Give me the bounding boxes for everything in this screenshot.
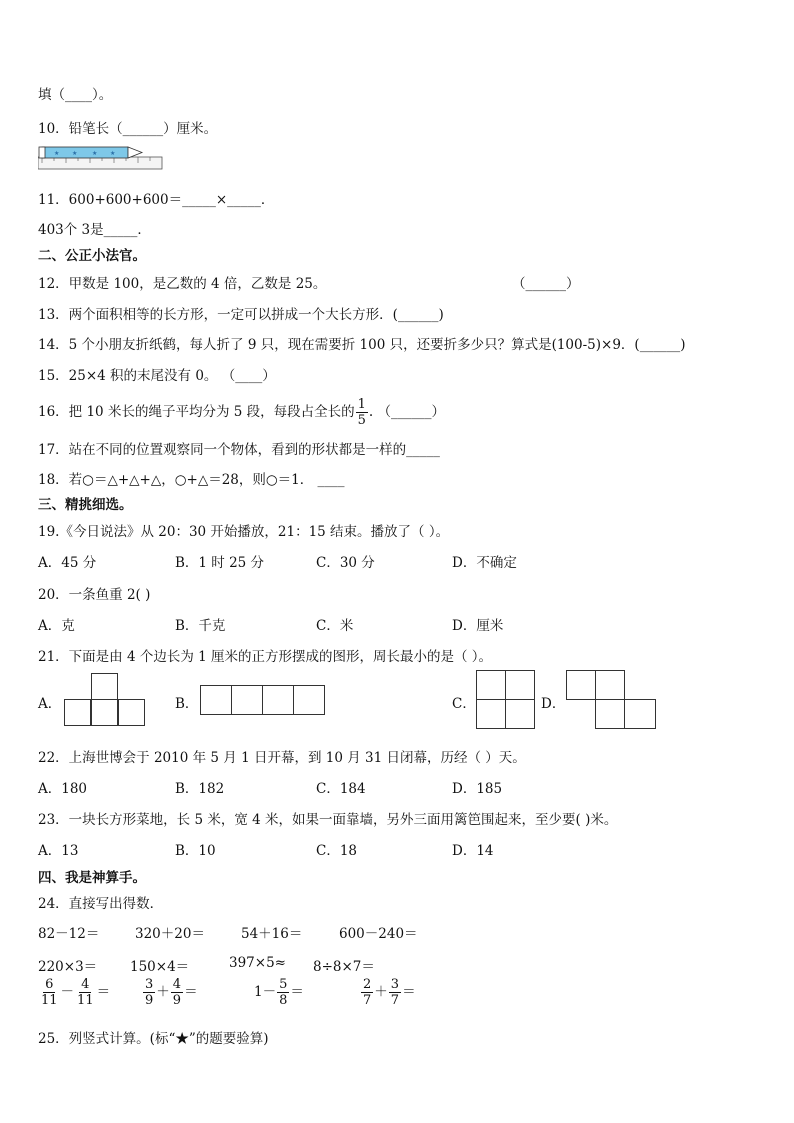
- numerator: 6: [45, 977, 54, 992]
- question-11a: 11．600+600+600＝_____×_____．: [38, 192, 275, 208]
- square: [476, 670, 506, 700]
- equals: ＝: [184, 984, 198, 1000]
- ruler-body: [38, 157, 162, 169]
- calc-item: 320＋20＝: [135, 926, 205, 942]
- section-3-heading: 三、精挑细选。: [38, 497, 133, 513]
- calc-item: 8÷8×7＝: [313, 959, 375, 975]
- fraction: [277, 978, 289, 1007]
- square: [624, 699, 656, 729]
- numerator: 4: [172, 977, 182, 992]
- denominator: 8: [279, 993, 288, 1008]
- q22-option-a: A．180: [38, 781, 88, 797]
- square: [262, 685, 294, 715]
- section-4-heading: 四、我是神算手。: [38, 870, 146, 886]
- pencil-tip: [128, 147, 142, 158]
- q19-option-b: B．1 时 25 分: [175, 555, 265, 571]
- question-19: 19.《今日说法》从 20：30 开始播放，21：15 结束。播放了（ ）。: [38, 524, 450, 540]
- fraction: [143, 978, 155, 1007]
- question-23: 23．一块长方形菜地，长 5 米，宽 4 米，如果一面靠墙，另外三面用篱笆围起来，至少要( )米。: [38, 812, 618, 828]
- q20-option-b: B．千克: [175, 618, 226, 634]
- square: [476, 699, 506, 729]
- calc-item: 150×4＝: [130, 959, 190, 975]
- numerator: 3: [145, 977, 154, 992]
- q23-option-a: A．13: [38, 843, 79, 859]
- fraction: [361, 978, 373, 1007]
- question-11b: 403个 3是_____．: [38, 222, 151, 238]
- pencil-eraser: [39, 147, 45, 158]
- fraction-one-fifth: [356, 398, 368, 427]
- denominator: 7: [390, 993, 400, 1008]
- question-22: 22．上海世博会于 2010 年 5 月 1 日开幕，到 10 月 31 日闭幕，历经（ ）天。: [38, 750, 526, 766]
- calc-item: 220×3＝: [38, 959, 98, 975]
- q21-label-b: B．: [175, 696, 199, 712]
- prefix: 1－: [254, 984, 277, 1000]
- q20-option-a: A．克: [38, 618, 75, 634]
- question-24: 24．直接写出得数．: [38, 896, 164, 912]
- question-21: 21．下面是由 4 个边长为 1 厘米的正方形摆成的图形，周长最小的是（ ）。: [38, 649, 493, 665]
- square: [200, 685, 232, 715]
- operator: ＋: [156, 984, 170, 1000]
- fraction: [75, 978, 96, 1007]
- square: [91, 673, 118, 700]
- question-25: 25．列竖式计算。(标“★”的题要验算): [38, 1031, 269, 1047]
- denominator: 9: [172, 993, 182, 1008]
- denominator: 9: [145, 993, 154, 1008]
- fraction-numerator: 1: [357, 397, 366, 412]
- equals: ＝: [402, 984, 416, 1000]
- q23-option-c: C．18: [316, 843, 358, 859]
- fraction-calc-3: [254, 978, 304, 1007]
- fraction-denominator: 5: [357, 413, 366, 428]
- fraction: [171, 978, 183, 1007]
- equals: ＝: [290, 984, 304, 1000]
- denominator: 11: [41, 993, 58, 1008]
- question-16-tail: . （______）: [368, 404, 445, 420]
- fraction-calc-1: [38, 978, 110, 1007]
- numerator: 4: [81, 977, 90, 992]
- svg-text:★: ★: [110, 150, 116, 157]
- svg-text:★: ★: [72, 150, 78, 157]
- pencil-ruler-figure: [38, 143, 163, 173]
- fraction: [39, 978, 60, 1007]
- line-blank-continuation: 填（____）。: [38, 87, 113, 103]
- q22-option-b: B．182: [175, 781, 225, 797]
- square: [231, 685, 263, 715]
- q23-option-b: B．10: [175, 843, 216, 859]
- question-17: 17．站在不同的位置观察同一个物体，看到的形状都是一样的_____: [38, 442, 440, 458]
- q21-label-d: D．: [541, 696, 566, 712]
- q22-option-d: D．185: [452, 781, 503, 797]
- svg-text:★: ★: [54, 150, 60, 157]
- operator: ＋: [374, 984, 388, 1000]
- fraction-calc-2: [142, 978, 198, 1007]
- q21-label-c: C．: [452, 696, 476, 712]
- calc-item: 600－240＝: [339, 926, 418, 942]
- numerator: 5: [279, 977, 288, 992]
- square: [566, 670, 596, 700]
- square: [91, 699, 118, 726]
- question-12: 12．甲数是 100，是乙数的 4 倍，乙数是 25。: [38, 276, 327, 292]
- square: [64, 699, 91, 726]
- equals: ＝: [96, 984, 111, 1000]
- calc-item: 82－12＝: [38, 926, 100, 942]
- question-16-text: 16．把 10 米长的绳子平均分为 5 段，每段占全长的: [38, 404, 355, 420]
- denominator: 11: [77, 993, 94, 1008]
- q22-option-c: C．184: [316, 781, 366, 797]
- q20-option-d: D．厘米: [452, 618, 504, 634]
- square: [118, 699, 145, 726]
- denominator: 7: [363, 993, 372, 1008]
- question-13: 13．两个面积相等的长方形，一定可以拼成一个大长方形．(______): [38, 307, 444, 323]
- q20-option-c: C．米: [316, 618, 354, 634]
- q19-option-a: A．45 分: [38, 555, 97, 571]
- question-18: 18．若○＝△+△+△，○+△＝28，则○＝1． ____: [38, 472, 345, 488]
- fraction: [389, 978, 401, 1007]
- q19-option-d: D．不确定: [452, 555, 517, 571]
- question-15: 15．25×4 积的末尾没有 0。 （____）: [38, 368, 276, 384]
- calc-item: 54＋16＝: [241, 926, 303, 942]
- q21-label-a: A．: [38, 696, 62, 712]
- section-2-heading: 二、公正小法官。: [38, 248, 146, 264]
- question-10: 10．铅笔长（______）厘米。: [38, 121, 218, 137]
- square: [595, 699, 625, 729]
- square: [595, 670, 625, 700]
- square: [505, 670, 535, 700]
- q19-option-c: C．30 分: [316, 555, 375, 571]
- question-20: 20．一条鱼重 2( ): [38, 587, 151, 603]
- svg-text:★: ★: [92, 150, 98, 157]
- numerator: 2: [363, 977, 372, 992]
- square: [505, 699, 535, 729]
- numerator: 3: [390, 977, 400, 992]
- q23-option-d: D．14: [452, 843, 494, 859]
- fraction-calc-4: [360, 978, 416, 1007]
- square: [293, 685, 325, 715]
- question-16: [38, 398, 445, 427]
- operator: －: [60, 984, 75, 1000]
- calc-item: 397×5≈: [229, 955, 286, 971]
- question-12-answer-blank: （______）: [512, 276, 580, 292]
- question-14: 14．5 个小朋友折纸鹤，每人折了 9 只，现在需要折 100 只，还要折多少只？算式是(100-5)×9．(______): [38, 337, 686, 353]
